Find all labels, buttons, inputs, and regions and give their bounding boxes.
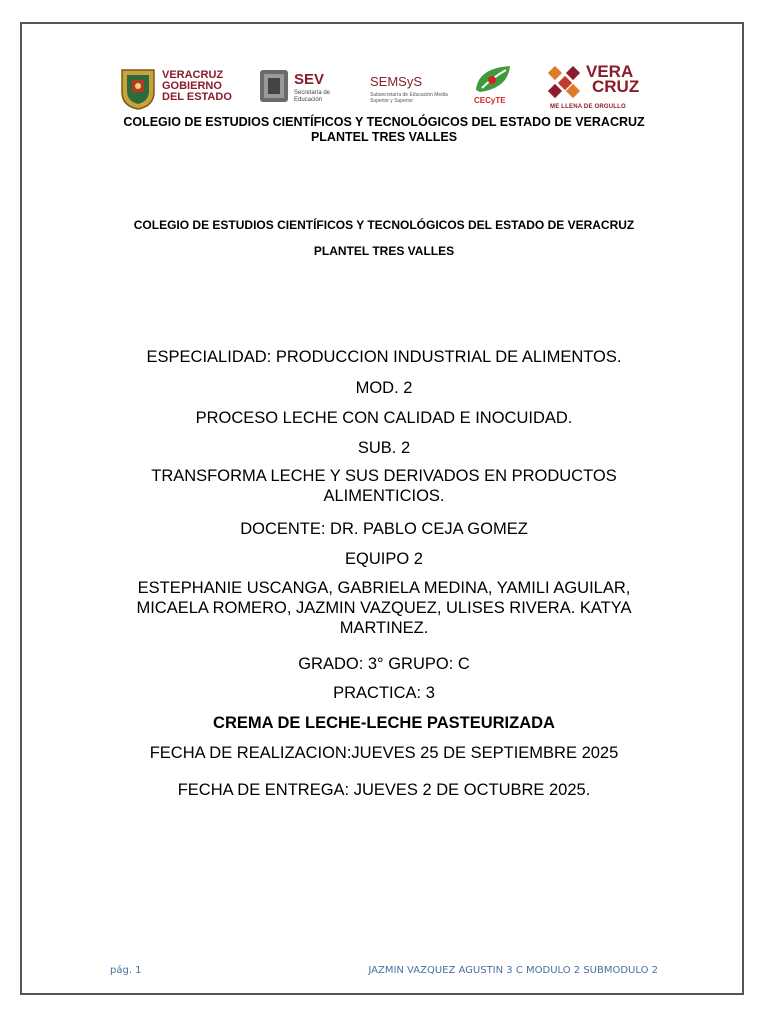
cecyte-leaf-icon [470,62,520,96]
veracruz-word-1: VERA [586,62,634,81]
footer-page-number: pág. 1 [110,965,142,976]
semsys-title: SEMSyS [370,74,423,89]
semsys-subtitle: Subsecretaría de Educación Media Superior y Superior [370,92,448,104]
sev-title: SEV [294,71,325,88]
specialty: ESPECIALIDAD: PRODUCCION INDUSTRIAL DE ALIMENTOS. [146,348,622,366]
veracruz-orgullo-logo [548,62,660,114]
teacher: DOCENTE: DR. PABLO CEJA GOMEZ [240,520,528,538]
team-members [90,578,678,638]
members-line-1: ESTEPHANIE USCANGA, GABRIELA MEDINA, YAMILI AGUILAR, [137,579,631,597]
date-due: FECHA DE ENTREGA: JUEVES 2 DE OCTUBRE 2025. [177,781,591,799]
module-name: PROCESO LECHE CON CALIDAD E INOCUIDAD. [195,409,573,427]
veracruz-word-2: CRUZ [592,77,640,96]
veracruz-seal-icon [118,66,158,110]
subheader-campus: PLANTEL TRES VALLES [313,244,455,258]
gobierno-line-1: VERACRUZ [162,69,224,81]
veracruz-gobierno-logo [118,62,238,114]
veracruz-tagline: ME LLENA DE ORGULLO [550,104,626,110]
submodule-name-line-2: ALIMENTICIOS. [323,487,445,505]
page-border [20,22,744,995]
subheader-institution: COLEGIO DE ESTUDIOS CIENTÍFICOS Y TECNOLÓGICOS DEL ESTADO DE VERACRUZ [133,218,635,232]
header-institution: COLEGIO DE ESTUDIOS CIENTÍFICOS Y TECNOLÓGICOS DEL ESTADO DE VERACRUZ [123,115,645,129]
submodule: SUB. 2 [357,439,411,457]
team: EQUIPO 2 [345,550,423,568]
header-campus: PLANTEL TRES VALLES [310,130,458,144]
gobierno-line-3: DEL ESTADO [162,91,232,103]
gobierno-line-2: GOBIERNO [162,80,222,92]
submodule-name-line-1: TRANSFORMA LECHE Y SUS DERIVADOS EN PRODUCTOS [151,467,617,485]
header-block [60,115,708,145]
cecyte-logo [470,62,520,114]
veracruz-pattern-icon [548,66,584,102]
subheader-block [60,212,708,264]
cecyte-label: CECyTE [474,96,506,105]
mexico-seal-icon [258,68,290,104]
semsys-logo [368,62,458,114]
sev-logo [258,62,348,114]
grade-group: GRADO: 3° GRUPO: C [298,655,470,673]
logo-row [108,62,660,114]
sev-subtitle: Secretaría de Educación [294,90,331,103]
members-line-3: MARTINEZ. [339,619,429,637]
practice-number: PRACTICA: 3 [333,684,435,702]
date-done: FECHA DE REALIZACION:JUEVES 25 DE SEPTIEMBRE 2025 [149,744,619,762]
footer-author: JAZMIN VAZQUEZ AGUSTIN 3 C MODULO 2 SUBMODULO 2 [368,965,658,976]
members-line-2: MICAELA ROMERO, JAZMIN VAZQUEZ, ULISES RIVERA. KATYA [136,599,632,617]
submodule-name [90,466,678,506]
practice-title: CREMA DE LECHE-LECHE PASTEURIZADA [213,714,555,732]
module: MOD. 2 [355,379,413,397]
